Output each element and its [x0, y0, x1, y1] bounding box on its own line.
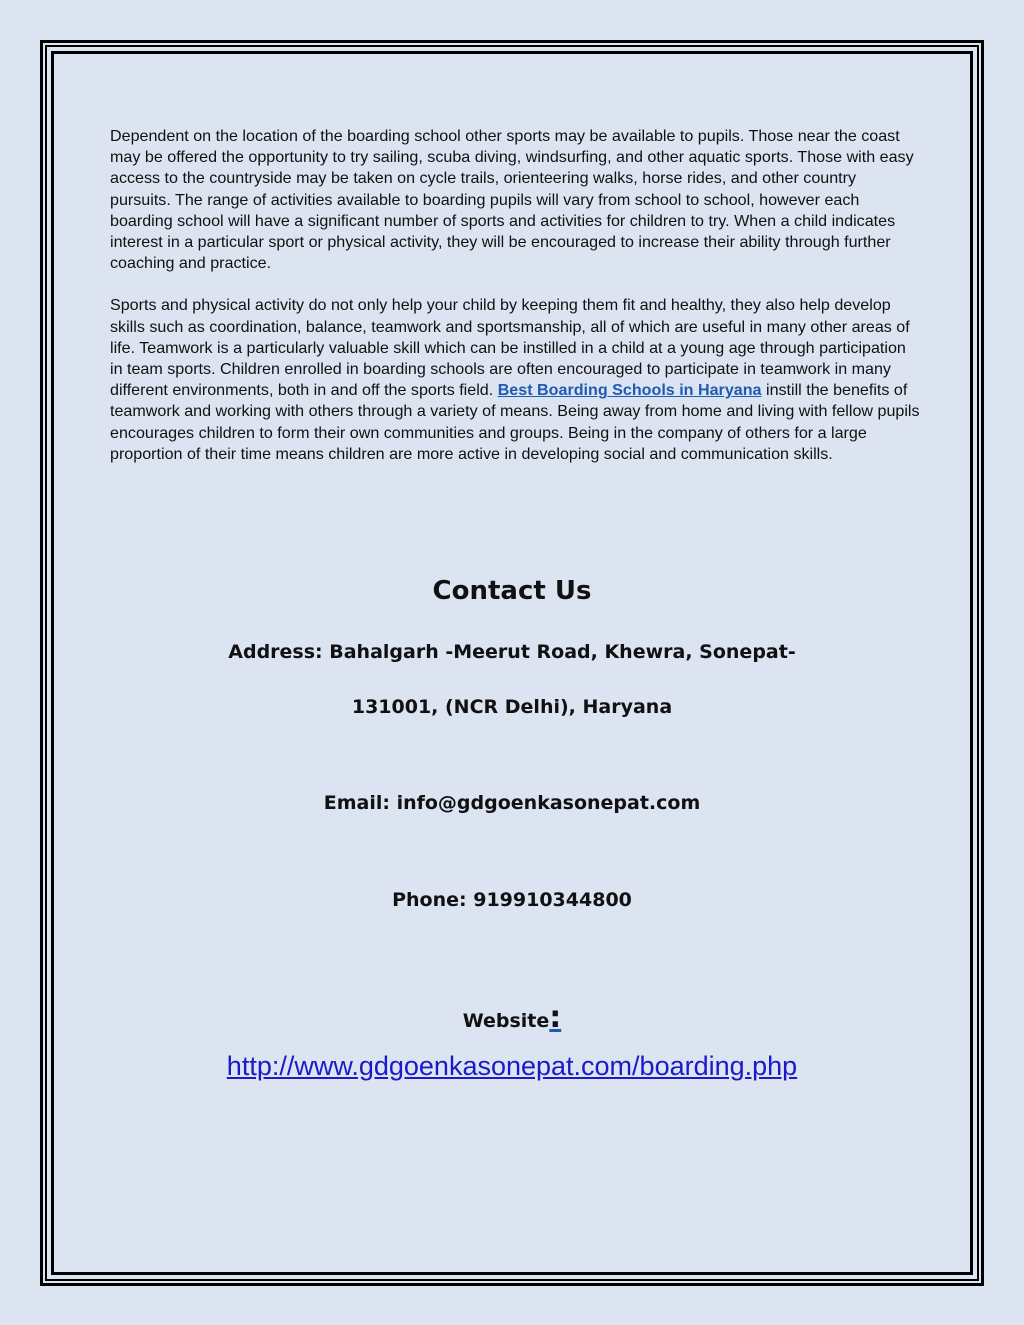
website-url-line: [0, 1051, 1024, 1082]
email-line: Email: info@gdgoenkasonepat.com: [323, 792, 701, 814]
website-colon: :: [549, 1000, 562, 1035]
paragraph-teamwork: [110, 295, 920, 465]
paragraph-teamwork-text-end: instill the benefits of teamwork and working with others through a variety of means. Being away from home and living with fellow pupils encourages children to form their own communities and groups. Being in the company of others for a large proportion of their time means children are more active in developing social and communication skills.: [110, 381, 920, 463]
best-boarding-schools-link[interactable]: Best Boarding Schools in Haryana: [497, 381, 762, 400]
website-url-link[interactable]: http://www.gdgoenkasonepat.com/boarding.php: [226, 1051, 798, 1081]
phone-line: Phone: 919910344800: [392, 889, 632, 911]
paragraph-sports-availability: Dependent on the location of the boarding school other sports may be available to pupils. Those near the coast may be offered the opportunity to try sailing, scuba diving, windsurfing, and other aquatic sports. Those with easy access to the countryside may be taken on cycle trails, orienteering walks, horse rides, and other country pursuits. The range of activities available to boarding pupils will vary from school to school, however each boarding school will have a significant number of sports and activities for children to try. When a child indicates interest in a particular sport or physical activity, they will be encouraged to increase their ability through further coaching and practice.: [110, 127, 914, 273]
website-heading: [0, 1000, 1024, 1035]
contact-title: Contact Us: [432, 576, 592, 606]
address-line-1: Address: Bahalgarh -Meerut Road, Khewra, Sonepat-: [228, 641, 796, 663]
address-line-2: 131001, (NCR Delhi), Haryana: [351, 696, 673, 718]
website-label: Website: [462, 1010, 550, 1032]
body-text: [110, 126, 920, 486]
paragraph-teamwork-text-start: Sports and physical activity do not only help your child by keeping them fit and healthy, they also help develop skills such as coordination, balance, teamwork and sportsmanship, all of which are useful in many other areas of life. Teamwork is a particularly valuable skill which can be instilled in a child at a young age through participation in team sports. Children enrolled in boarding schools are often encouraged to participate in teamwork in many different environments, both in and off the sports field.: [110, 296, 910, 400]
